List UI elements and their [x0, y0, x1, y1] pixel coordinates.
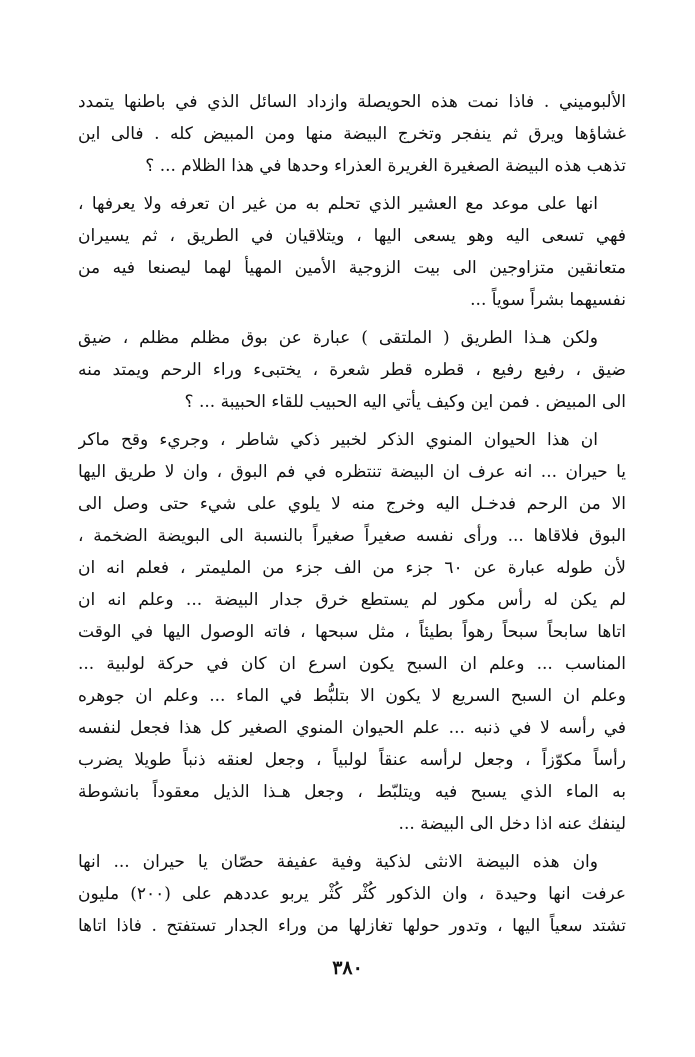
text-line: لأن طوله عبارة عن ٦٠ جزء من الف جزء من المليمتر ، فعلم انه ان [78, 558, 626, 578]
text-line: في رأسه لا في ذنبه ... علم الحيوان المنوي الصغير كل هذا فجعل لنفسه [78, 718, 626, 738]
text-line: الى المبيض . فمن اين وكيف يأتي اليه الحبيب للقاء الحبيبة ... ؟ [184, 392, 626, 412]
text-line: متعانقين متزاوجين الى بيت الزوجية الأمين المهيأ لهما ليصنعا فيه من [78, 258, 626, 278]
text-line: نفسيهما بشراً سوياً ... [470, 290, 626, 310]
text-line: الألبوميني . فاذا نمت هذه الحويصلة وازداد السائل الذي في باطنها يتمدد [78, 92, 626, 112]
text-line: تذهب هذه البيضة الصغيرة الغريرة العذراء وحدها في هذا الظلام ... ؟ [145, 156, 626, 176]
text-line: ضيق ، رفيع رفيع ، قطره قطر شعرة ، يختبىء وراء الرحم ويمتد منه [78, 360, 626, 380]
paragraph [78, 424, 626, 840]
text-line: لم يكن له رأس مكور لم يستطع خرق جدار البيضة ... وعلم انه ان [78, 590, 626, 610]
text-line: الا من الرحم فدخـل اليه وخرج منه لا يلوي على شيء حتى وصل الى [78, 494, 626, 514]
paragraph [78, 188, 626, 316]
text-line: فهي تسعى اليه وهو يسعى اليها ، ويتلاقيان في الطريق ، ثم يسيران [78, 226, 626, 246]
text-line: رأساً مكوّزاً ، وجعل لرأسه عنقاً لولبياً ، وجعل لعنقه ذنباً طويلا يضرب [78, 750, 626, 770]
paragraph [78, 322, 626, 418]
text-line: ولكن هـذا الطريق ( الملتقى ) عبارة عن بوق مظلم مظلم ، ضيق [78, 328, 598, 348]
text-line: وعلم ان السبح السريع لا يكون الا بتلبُّط في الماء ... وعلم ان جوهره [78, 686, 626, 706]
paragraph [78, 846, 626, 942]
text-line: يا حيران ... انه عرف ان البيضة تنتظره في فم البوق ، وان لا طريق اليها [78, 462, 626, 482]
text-line: ان هذا الحيوان المنوي الذكر لخبير ذكي شاطر ، وجريء وقح ماكر [78, 430, 598, 450]
page-body [78, 86, 626, 942]
text-line: تشتد سعياً اليها ، وتدور حولها تغازلها من وراء الجدار تستفتح . فاذا اتاها [78, 916, 626, 936]
text-line: المناسب ... وعلم ان السبح يكون اسرع ان كان في حركة لولبية ... [78, 654, 626, 674]
text-line: اتاها سابحاً سبحاً رهواً بطيئاً ، مثل سبحها ، فاته الوصول اليها في الوقت [78, 622, 626, 642]
text-line: البوق فلاقاها ... ورأى نفسه صغيراً صغيراً بالنسبة الى البويضة الضخمة ، [78, 526, 626, 546]
paragraph [78, 86, 626, 182]
text-line: انها على موعد مع العشير الذي تحلم به من غير ان تعرفه ولا يعرفها ، [78, 194, 598, 214]
text-line: وان هذه البيضة الانثى لذكية وفية عفيفة حصّان يا حيران ... انها [78, 852, 598, 872]
text-line: عرفت انها وحيدة ، وان الذكور كُثْر كُثْر يربو عددهم على (٢٠٠) مليون [78, 884, 626, 904]
page-number: ٣٨٠ [332, 957, 363, 979]
text-line: به الماء الذي يسبح فيه ويتلبّط ، وجعل هـذا الذيل معقوداً بانشوطة [78, 782, 626, 802]
text-line: غشاؤها ويرق ثم ينفجر وتخرج البيضة منها ومن المبيض كله . فالى اين [78, 124, 626, 144]
text-line: لينفك عنه اذا دخل الى البيضة ... [398, 814, 626, 834]
